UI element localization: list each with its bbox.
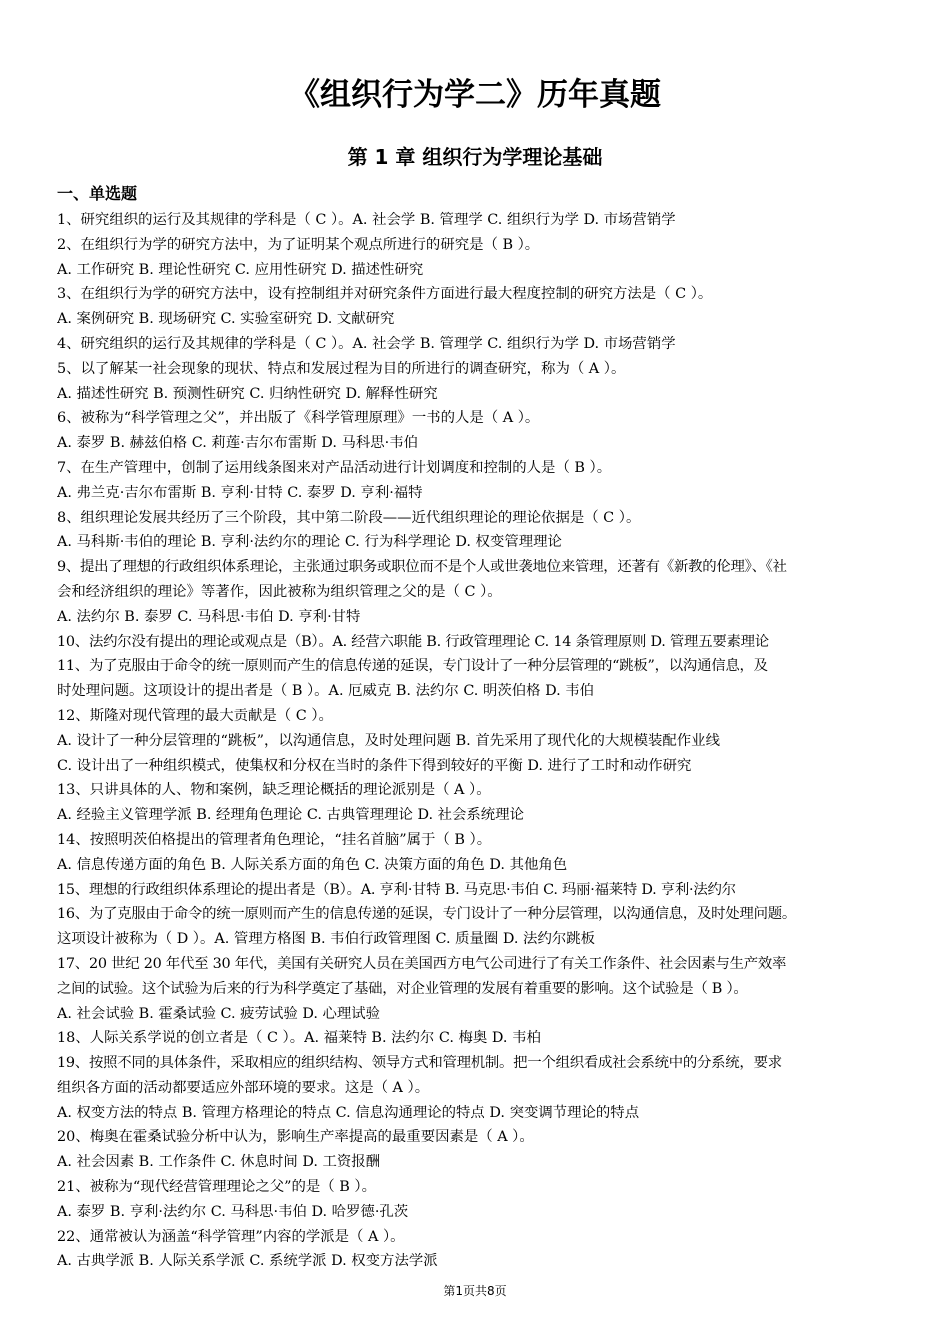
text-line: 组织各方面的活动都要适应外部环境的要求。这是（ A ）。 — [57, 1079, 430, 1096]
section-title: 一、单选题 — [57, 184, 138, 203]
chapter-title: 第 1 章 组织行为学理论基础 — [347, 145, 603, 169]
text-line: 5、以了解某一社会现象的现状、特点和发展过程为目的所进行的调查研究，称为（ A ）。 — [57, 360, 626, 377]
text-line: 18、人际关系学说的创立者是（ C ）。A. 福莱特 B. 法约尔 C. 梅奥 D. 韦柏 — [57, 1030, 541, 1047]
text-line: A. 社会试验 B. 霍桑试验 C. 疲劳试验 D. 心理试验 — [57, 1005, 381, 1022]
text-line: 1、研究组织的运行及其规律的学科是（ C ）。A. 社会学 B. 管理学 C. 组织行为学 D. 市场营销学 — [57, 212, 676, 228]
document-title: 《组织行为学二》历年真题 — [289, 77, 661, 113]
text-line: 21、被称为“现代经营管理理论之父”的是（ B ）。 — [57, 1179, 376, 1196]
text-line: 7、在生产管理中，创制了运用线条图来对产品活动进行计划调度和控制的人是（ B ）。 — [57, 459, 612, 476]
text-line: A. 信息传递方面的角色 B. 人际关系方面的角色 C. 决策方面的角色 D. 其他角色 — [57, 856, 568, 873]
question-list — [57, 208, 909, 1274]
text-line: 13、只讲具体的人、物和案例，缺乏理论概括的理论派别是（ A ）。 — [57, 782, 491, 799]
text-line: A. 工作研究 B. 理论性研究 C. 应用性研究 D. 描述性研究 — [57, 261, 424, 278]
text-line: A. 描述性研究 B. 预测性研究 C. 归纳性研究 D. 解释性研究 — [57, 385, 438, 402]
text-line: A. 泰罗 B. 赫兹伯格 C. 莉莲·吉尔布雷斯 D. 马科思·韦伯 — [57, 435, 418, 452]
text-line: 8、组织理论发展共经历了三个阶段，其中第二阶段——近代组织理论的理论依据是（ C ）。 — [57, 509, 641, 526]
text-line: 这项设计被称为（ D ）。A. 管理方格图 B. 韦伯行政管理图 C. 质量圈 D. 法约尔跳板 — [57, 931, 596, 948]
text-line: A. 弗兰克·吉尔布雷斯 B. 亨利·甘特 C. 泰罗 D. 亨利·福特 — [57, 484, 423, 501]
text-line: A. 经验主义管理学派 B. 经理角色理论 C. 古典管理理论 D. 社会系统理论 — [57, 807, 524, 824]
text-line: 3、在组织行为学的研究方法中，设有控制组并对研究条件方面进行最大程度控制的研究方法是（ C ）。 — [57, 286, 713, 303]
text-line: A. 设计了一种分层管理的“跳板”，以沟通信息，及时处理问题 B. 首先采用了现代化的大规模装配作业线 — [57, 732, 720, 749]
text-line: C. 设计出了一种组织模式，使集权和分权在当时的条件下得到较好的平衡 D. 进行了工时和动作研究 — [57, 757, 692, 774]
text-line: A. 马科斯·韦伯的理论 B. 亨利·法约尔的理论 C. 行为科学理论 D. 权变管理理论 — [57, 534, 562, 551]
text-line: 12、斯隆对现代管理的最大贡献是（ C ）。 — [57, 707, 333, 724]
text-line: 11、为了克服由于命令的统一原则而产生的信息传递的延误，专门设计了一种分层管理的“跳板”，以沟通信息，及 — [57, 658, 768, 675]
text-line: 10、法约尔没有提出的理论或观点是（B）。A. 经营六职能 B. 行政管理理论 C. 14 条管理原则 D. 管理五要素理论 — [57, 633, 769, 650]
text-line: 2、在组织行为学的研究方法中，为了证明某个观点所进行的研究是（ B ）。 — [57, 236, 540, 253]
text-line: A. 古典学派 B. 人际关系学派 C. 系统学派 D. 权变方法学派 — [57, 1253, 438, 1270]
text-line: A. 权变方法的特点 B. 管理方格理论的特点 C. 信息沟通理论的特点 D. 突变调节理论的特点 — [57, 1104, 640, 1121]
text-line: 16、为了克服由于命令的统一原则而产生的信息传递的延误，专门设计了一种分层管理，以沟通信息，及时处理问题。 — [57, 906, 796, 923]
text-line: 15、理想的行政组织体系理论的提出者是（B）。A. 亨利·甘特 B. 马克思·韦伯 C. 玛丽·福莱特 D. 亨利·法约尔 — [57, 881, 736, 898]
text-line: A. 泰罗 B. 亨利·法约尔 C. 马科思·韦伯 D. 哈罗德·孔茨 — [57, 1203, 409, 1220]
text-line: A. 案例研究 B. 现场研究 C. 实验室研究 D. 文献研究 — [57, 311, 395, 328]
text-line: A. 法约尔 B. 泰罗 C. 马科思·韦伯 D. 亨利·甘特 — [57, 608, 361, 625]
text-line: 17、20 世纪 20 年代至 30 年代，美国有关研究人员在美国西方电气公司进行了有关工作条件、社会因素与生产效率 — [57, 955, 787, 972]
text-line: 14、按照明茨伯格提出的管理者角色理论，“挂名首脑”属于（ B ）。 — [57, 831, 492, 848]
text-line: 20、梅奥在霍桑试验分析中认为，影响生产率提高的最重要因素是（ A ）。 — [57, 1129, 534, 1146]
page-footer: 第1页共8页 — [443, 1284, 507, 1298]
text-line: 会和经济组织的理论》等著作，因此被称为组织管理之父的是（ C ）。 — [57, 583, 502, 600]
text-line: 9、提出了理想的行政组织体系理论，主张通过职务或职位而不是个人或世袭地位来管理，还著有《新教的伦理》、《社 — [57, 559, 787, 576]
text-line: 6、被称为“科学管理之父”，并出版了《科学管理原理》一书的人是（ A ）。 — [57, 410, 540, 427]
text-line: 19、按照不同的具体条件，采取相应的组织结构、领导方式和管理机制。把一个组织看成社会系统中的分系统，要求 — [57, 1055, 782, 1072]
text-line: A. 社会因素 B. 工作条件 C. 休息时间 D. 工资报酬 — [57, 1154, 381, 1171]
text-line: 之间的试验。这个试验为后来的行为科学奠定了基础，对企业管理的发展有着重要的影响。这个试验是（ B ）。 — [57, 980, 748, 997]
text-line: 4、研究组织的运行及其规律的学科是（ C ）。A. 社会学 B. 管理学 C. 组织行为学 D. 市场营销学 — [57, 335, 676, 352]
text-line: 时处理问题。这项设计的提出者是（ B ）。A. 厄威克 B. 法约尔 C. 明茨伯格 D. 韦伯 — [57, 683, 595, 700]
text-line: 22、通常被认为涵盖“科学管理”内容的学派是（ A ）。 — [57, 1228, 405, 1245]
